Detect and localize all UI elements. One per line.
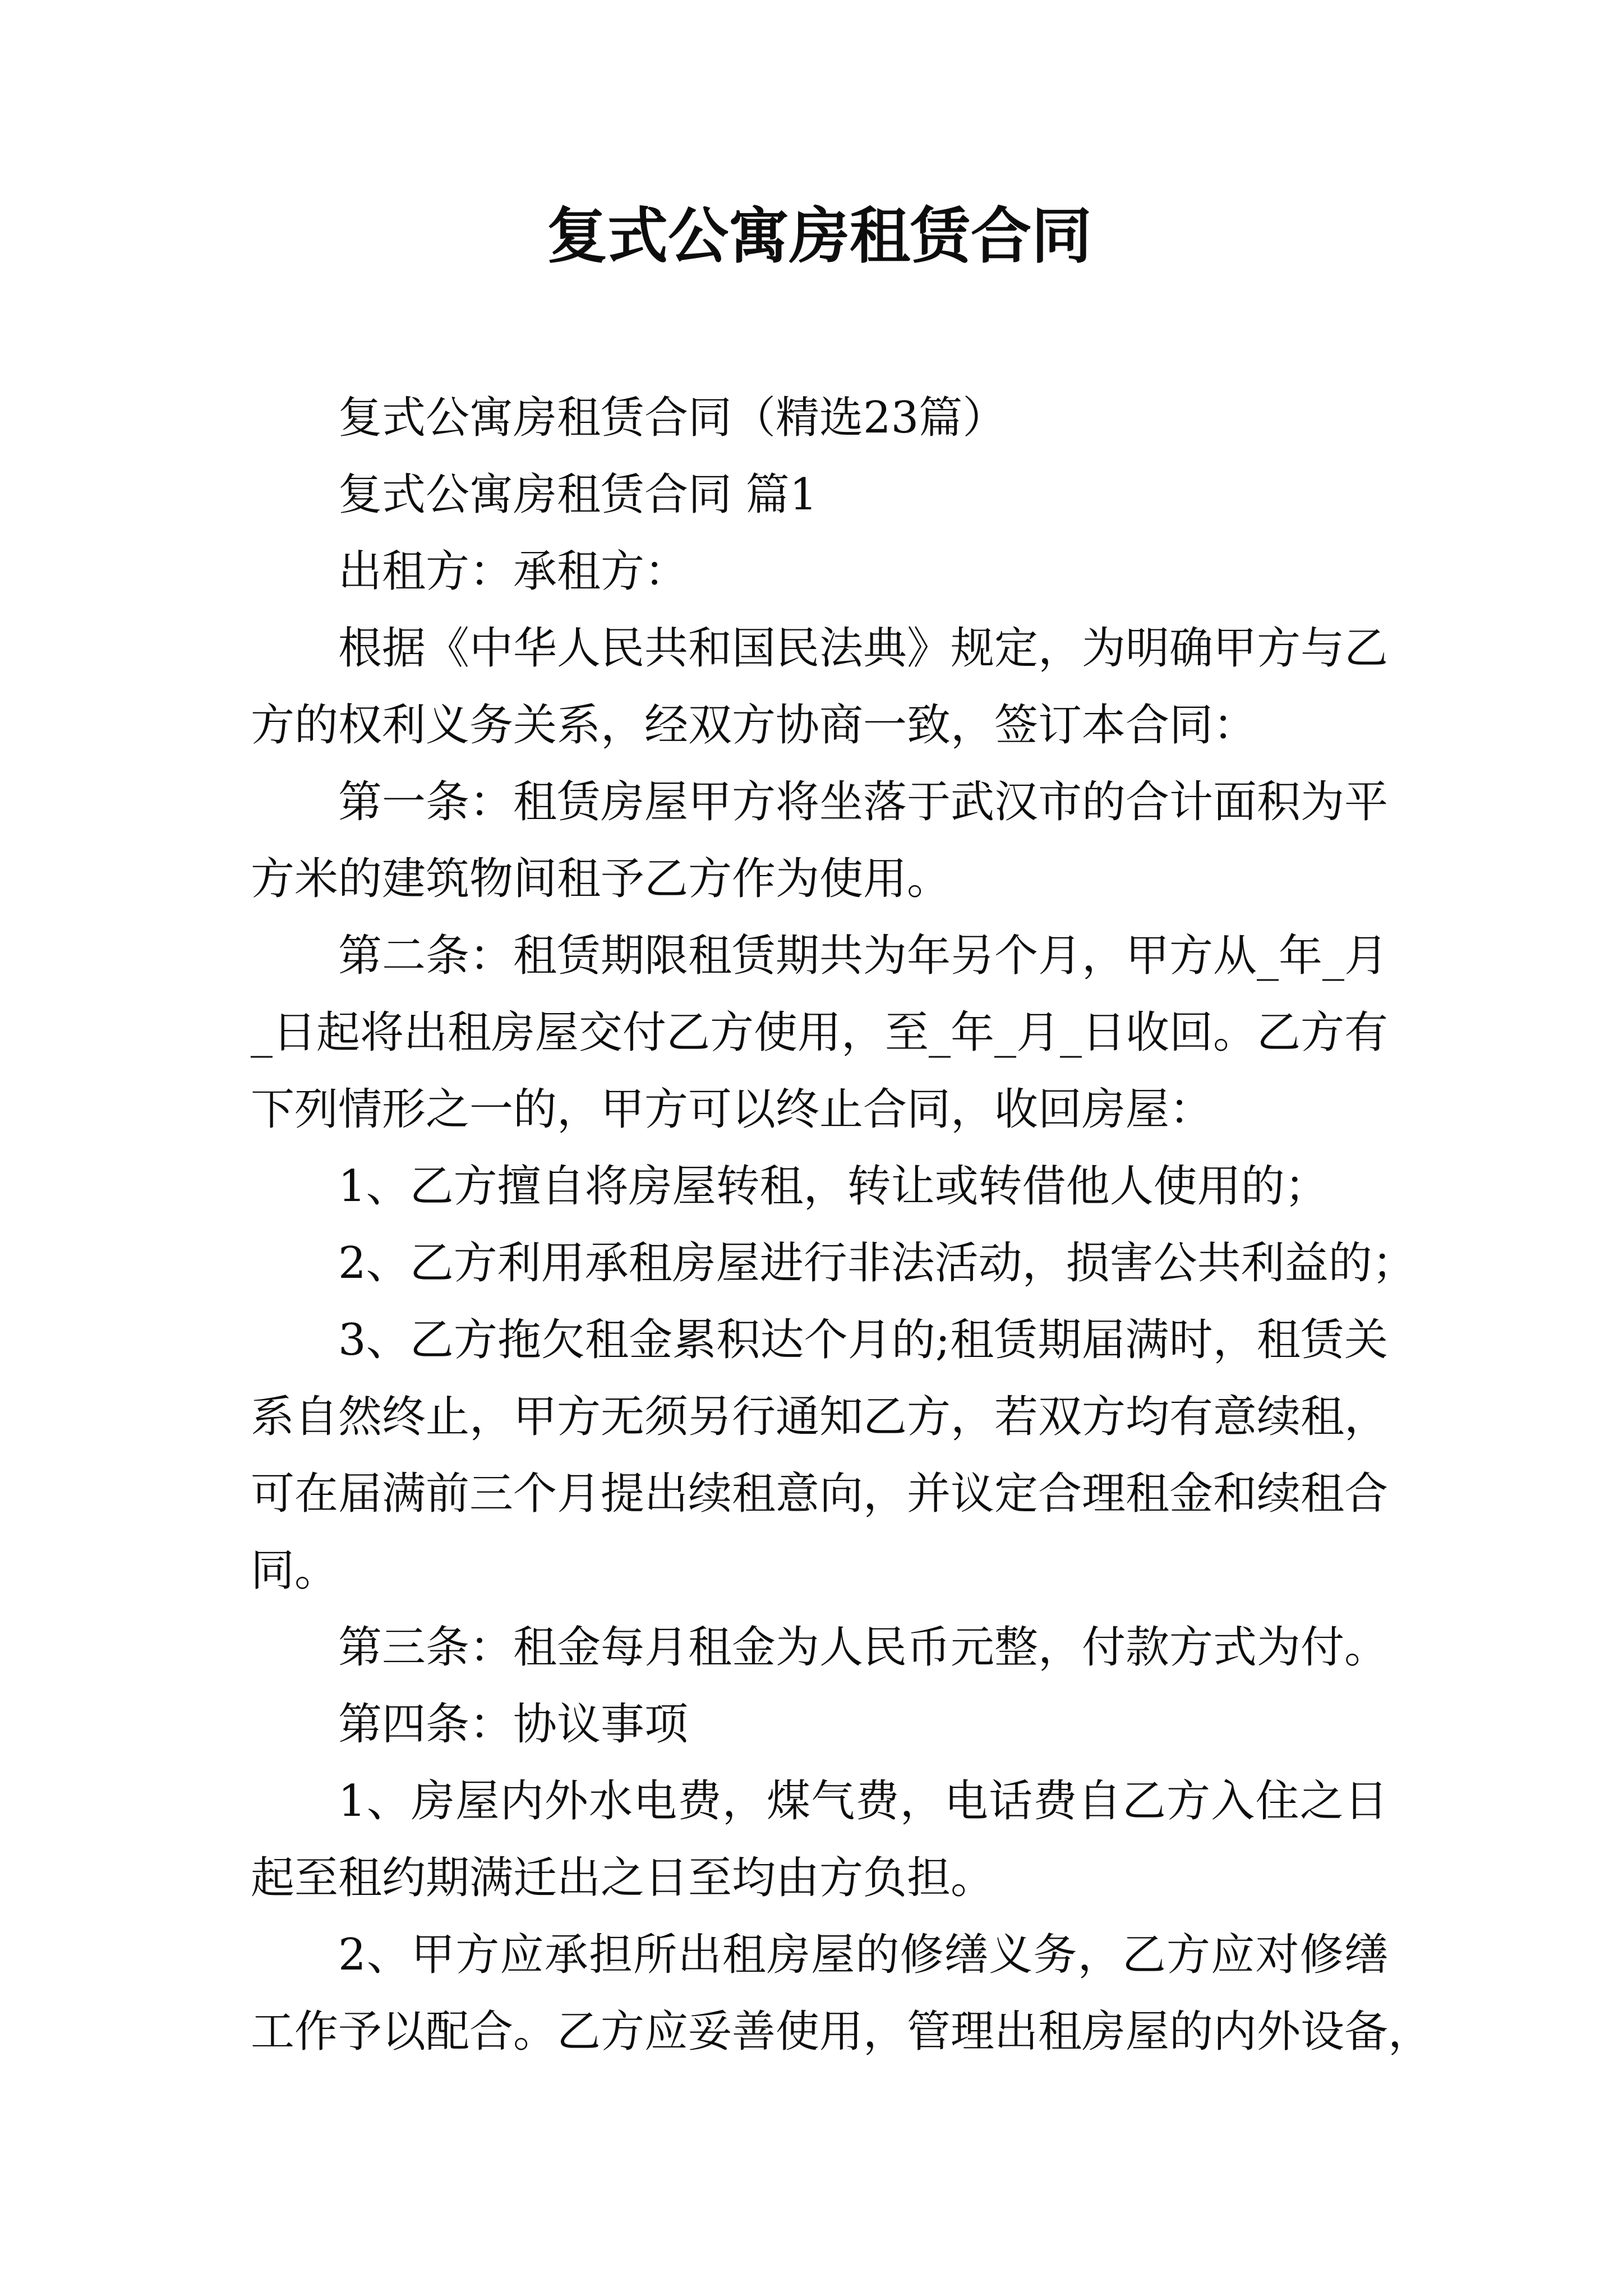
document-title: 复式公寓房租赁合同 [546,201,1092,272]
paragraph-line: 复式公寓房租赁合同（精选23篇） [338,393,1007,443]
paragraph-line: 第三条：租金每月租金为人民币元整，付款方式为付。 [338,1622,1389,1673]
paragraph-line: 工作予以配合。乙方应妥善使用，管理出租房屋的内外设备， [251,2007,1432,2057]
paragraph-line: 同。 [251,1545,339,1596]
paragraph-line: 根据《中华人民共和国民法典》规定，为明确甲方与乙 [338,623,1389,674]
paragraph-line: 出租方：承租方： [338,546,689,597]
paragraph [251,1686,1388,1763]
paragraph-line: 1、房屋内外水电费，煤气费，电话费自乙方入住之日 [338,1776,1388,1826]
paragraph [251,457,1388,533]
paragraph [251,1917,1432,2070]
paragraph-line: 2、甲方应承担所出租房屋的修缮义务，乙方应对修缮 [338,1930,1388,1980]
paragraph-line: _日起将出租房屋交付乙方使用，至_年_月_日收回。乙方有 [251,1007,1389,1058]
paragraph [251,1225,1416,1302]
paragraph-line: 第四条：协议事项 [338,1699,689,1750]
paragraph [251,1148,1388,1225]
paragraph-line: 2、乙方利用承租房屋进行非法活动，损害公共利益的； [338,1238,1416,1289]
paragraph [251,918,1388,1148]
paragraph [251,380,1388,457]
document-body [251,380,1432,2070]
paragraph [251,1609,1388,1686]
paragraph-line: 系自然终止，甲方无须另行通知乙方，若双方均有意续租， [251,1392,1389,1442]
paragraph [251,1302,1388,1609]
paragraph-line: 起至租约期满迁出之日至均由方负担。 [251,1853,995,1903]
paragraph-line: 下列情形之一的，甲方可以终止合同，收回房屋： [251,1084,1214,1135]
paragraph-line: 第一条：租赁房屋甲方将坐落于武汉市的合计面积为平 [338,777,1389,827]
paragraph [251,533,1388,610]
paragraph-line: 方的权利义务关系，经双方协商一致，签订本合同： [251,700,1257,751]
paragraph [251,764,1388,918]
paragraph-line: 第二条：租赁期限租赁期共为年另个月，甲方从_年_月 [338,931,1389,981]
paragraph-line: 方米的建筑物间租予乙方作为使用。 [251,854,951,904]
paragraph [251,1763,1388,1917]
paragraph-line: 可在届满前三个月提出续租意向，并议定合理租金和续租合 [251,1469,1389,1519]
paragraph [251,610,1388,764]
paragraph-line: 复式公寓房租赁合同 篇1 [338,470,818,520]
paragraph-line: 1、乙方擅自将房屋转租，转让或转借他人使用的； [338,1161,1329,1212]
paragraph-line: 3、乙方拖欠租金累积达个月的;租赁期届满时，租赁关 [338,1315,1388,1365]
